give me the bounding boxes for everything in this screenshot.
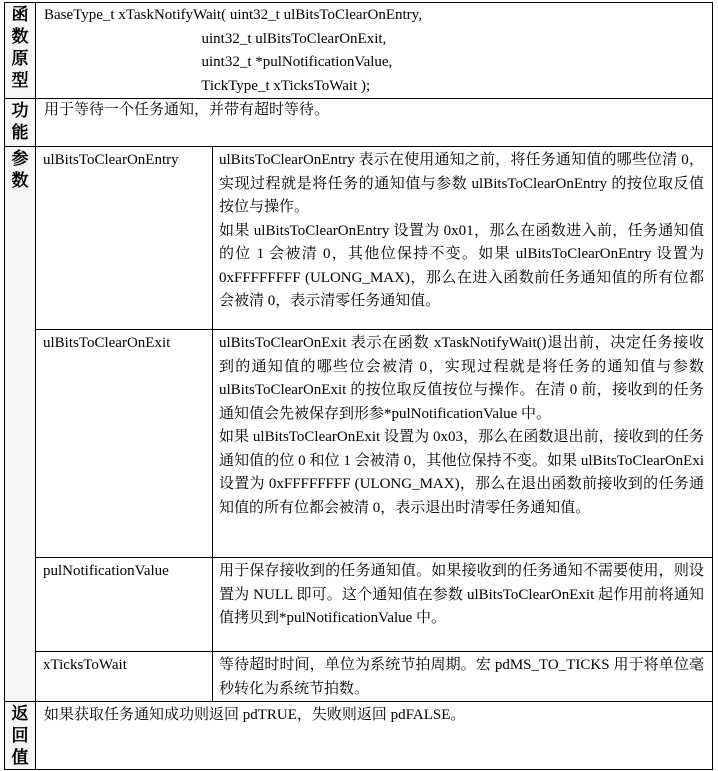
function-header <box>5 99 36 147</box>
header-char: 值 <box>11 748 29 767</box>
prototype-header <box>5 3 36 99</box>
param-paragraph: 用于保存接收到的任务通知值。如果接收到的任务通知不需要使用，则设置为 NULL 即可。这个通知值在参数 ulBitsToClearOnExit 起作用前将通知值拷贝到*pulNotificationValue 中。 <box>219 563 704 626</box>
header-char: 返 <box>11 704 29 723</box>
prototype-row <box>5 3 713 99</box>
function-prototype <box>36 3 713 99</box>
param-description <box>213 558 713 652</box>
param-name: ulBitsToClearOnEntry <box>36 147 213 330</box>
header-char: 函 <box>11 5 29 24</box>
param-paragraph: 如果 ulBitsToClearOnEntry 设置为 0x01，那么在函数进入前，任务通知值的位 1 会被清 0，其他位保持不变。如果 ulBitsToClearOnEntry 设置为 0xFFFFFFFF (ULONG_MAX)，那么在进入函数前任务通知值的所有位都会被清 0，表示清零任务通知值。 <box>219 222 704 309</box>
param-description <box>213 652 713 702</box>
prototype-line: uint32_t ulBitsToClearOnExit, <box>44 30 387 47</box>
return-description: 如果获取任务通知成功则返回 pdTRUE，失败则返回 pdFALSE。 <box>36 702 713 770</box>
param-name: ulBitsToClearOnExit <box>36 330 213 558</box>
param-paragraph: 等待超时时间，单位为系统节拍周期。宏 pdMS_TO_TICKS 用于将单位毫秒转化为系统节拍数。 <box>219 657 704 697</box>
param-row <box>5 330 713 558</box>
prototype-line: uint32_t *pulNotificationValue, <box>44 54 393 70</box>
header-char: 能 <box>11 123 29 142</box>
return-row <box>5 702 713 770</box>
header-char: 原 <box>11 49 29 68</box>
function-description: 用于等待一个任务通知，并带有超时等待。 <box>36 99 713 147</box>
param-row <box>5 147 713 330</box>
header-char: 数 <box>11 171 29 190</box>
header-char: 回 <box>11 726 29 745</box>
header-char: 参 <box>11 149 29 168</box>
params-header <box>5 147 36 702</box>
function-row <box>5 99 713 147</box>
header-char: 功 <box>11 101 29 120</box>
param-name: pulNotificationValue <box>36 558 213 652</box>
prototype-line: TickType_t xTicksToWait ); <box>44 77 371 94</box>
param-row <box>5 652 713 702</box>
param-paragraph: 如果 ulBitsToClearOnExit 设置为 0x03，那么在函数退出前，接收到的任务通知值的位 0 和位 1 会被清 0，其他位保持不变。如果 ulBitsToClearOnExi 设置为 0xFFFFFFFF (ULONG_MAX)，那么在退出函数前接收到的任务通知值的所有位都会被清 0，表示退出时清零任务通知值。 <box>219 429 704 516</box>
param-name: xTicksToWait <box>36 652 213 702</box>
param-paragraph: ulBitsToClearOnEntry 表示在使用通知之前，将任务通知值的哪些位清 0，实现过程就是将任务的通知值与参数 ulBitsToClearOnEntry 的按位取反值按位与操作。 <box>219 152 704 215</box>
param-description <box>213 147 713 330</box>
param-description <box>213 330 713 558</box>
header-char: 数 <box>11 27 29 46</box>
prototype-line: BaseType_t xTaskNotifyWait( uint32_t ulBitsToClearOnEntry, <box>44 7 422 23</box>
param-paragraph: ulBitsToClearOnExit 表示在函数 xTaskNotifyWait()退出前，决定任务接收到的通知值的哪些位会被清 0，实现过程就是将任务的通知值与参数 ulBitsToClearOnExit 的按位取反值按位与操作。在清 0 前，接收到的任务通知值会先被保存到形参*pulNotificationValue 中。 <box>219 335 704 422</box>
param-row <box>5 558 713 652</box>
header-char: 型 <box>11 71 29 90</box>
api-reference-table <box>4 2 713 767</box>
return-header <box>5 702 36 770</box>
